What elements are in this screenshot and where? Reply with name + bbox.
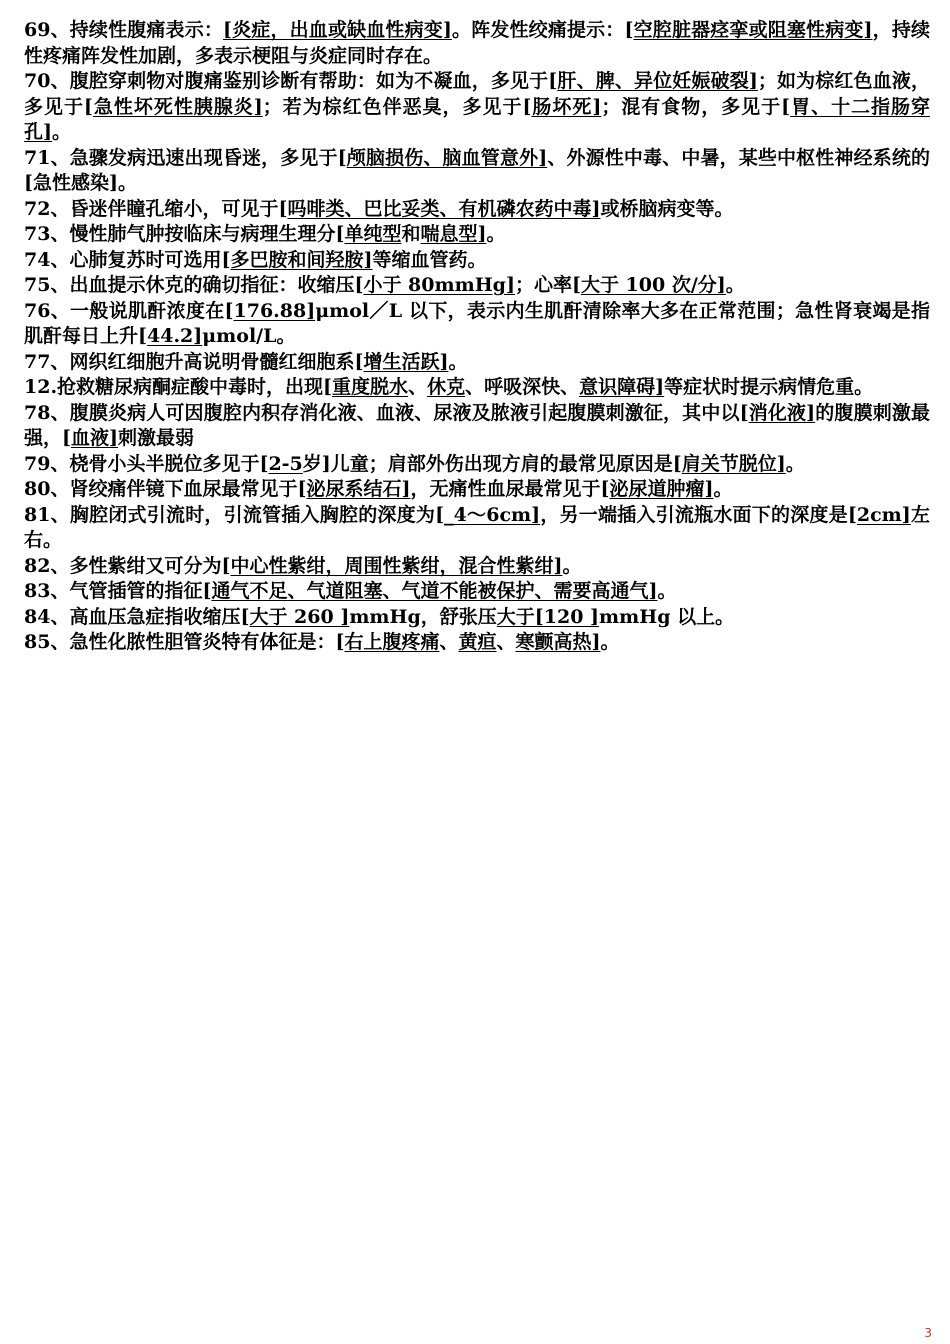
question-text: 81、胸腔闭式引流时，引流管插入胸腔的深度为[	[24, 503, 445, 526]
answer-text: 意识障碍]	[579, 376, 665, 398]
question-text: 、呼吸深快、	[465, 376, 580, 398]
answer-text: 多巴胺和间羟胺]	[230, 248, 373, 271]
question-text: ；若为棕红色伴恶臭，多见于[	[262, 95, 532, 118]
question-item	[24, 503, 930, 554]
question-item	[24, 222, 930, 248]
question-text: 。	[600, 631, 620, 653]
question-item	[24, 350, 930, 376]
answer-text: 中心性紫绀，周围性紫绀，混合性紫绀]	[230, 554, 563, 577]
page-number: 3	[924, 1326, 932, 1340]
question-text: 。	[785, 452, 805, 475]
question-text: 72、昏迷伴瞳孔缩小，可见于[	[24, 197, 288, 220]
question-text: 。	[713, 478, 733, 500]
question-item	[24, 401, 930, 452]
question-text: 。	[448, 350, 468, 373]
question-item	[24, 605, 930, 631]
answer-text: 大于 100 次/分]	[580, 274, 726, 296]
answer-text: 大于[120 ]	[496, 605, 600, 628]
question-text: 12.抢救糖尿病酮症酸中毒时，出现[	[24, 376, 333, 398]
answer-text: 泌尿道肿瘤]	[609, 478, 714, 500]
question-item	[24, 375, 930, 401]
answer-text: 寒颤高热]	[515, 631, 601, 653]
answer-text: 右上腹疼痛	[344, 631, 440, 653]
question-item	[24, 273, 930, 299]
question-text: 和	[401, 223, 421, 245]
document-body	[24, 18, 930, 656]
question-text: 76、一般说肌酐浓度在[	[24, 299, 234, 322]
question-text: 的腹膜刺激最强，[	[24, 401, 930, 449]
question-text: ；混有食物，多见于[	[601, 95, 791, 118]
question-text: 。	[657, 580, 677, 602]
answer-text: 血液]	[71, 427, 118, 449]
question-text: 左右。	[24, 503, 930, 551]
question-text: 79、桡骨小头半脱位多见于[	[24, 452, 269, 475]
question-text: 69、持续性腹痛表示：	[24, 19, 224, 41]
answer-text: 肝、脾、异位妊娠破裂]	[557, 70, 758, 92]
question-text: 、	[408, 376, 428, 398]
question-item	[24, 197, 930, 223]
question-text: 82、多性紫绀又可分为[	[24, 554, 231, 577]
question-text: 71、急骤发病迅速出现昏迷，多见于[	[24, 146, 347, 169]
question-item	[24, 554, 930, 580]
question-text: 。	[486, 223, 506, 245]
question-text: 刺激最弱	[118, 427, 195, 449]
question-item	[24, 452, 930, 478]
question-item	[24, 69, 930, 146]
question-item	[24, 299, 930, 350]
answer-text: 肩关节脱位]	[681, 452, 786, 475]
question-text: 、	[439, 631, 459, 653]
answer-text: 大于 260 ]	[249, 605, 350, 628]
answer-text: 单纯型	[344, 223, 402, 245]
answer-text: 颅脑损伤、脑血管意外]	[346, 146, 548, 169]
question-text: 85、急性化脓性胆管炎特有体征是：[	[24, 631, 345, 653]
question-text: μmol/L。	[202, 325, 296, 347]
question-item	[24, 630, 930, 656]
question-text: 、外源性中毒、中暑，某些中枢性神经系统的[急性感染]。	[24, 146, 930, 194]
answer-text: 胃、十二指肠穿孔]	[24, 95, 930, 143]
answer-text: 急性坏死性胰腺炎]	[92, 95, 263, 118]
answer-text: 喘息型]	[420, 223, 487, 245]
question-text: 、	[496, 631, 516, 653]
question-text: 77、网织红细胞升高说明骨髓红细胞系[	[24, 350, 364, 373]
answer-text: _4～6cm]	[444, 503, 541, 526]
answer-text: 黄疸	[458, 631, 497, 653]
answer-text: 增生活跃]	[363, 350, 449, 373]
question-item	[24, 18, 930, 69]
answer-text: 泌尿系结石]	[306, 478, 411, 500]
question-text: 75、出血提示休克的确切指征：收缩压[	[24, 274, 364, 296]
question-text: 78、腹膜炎病人可因腹腔内积存消化液、血液、尿液及脓液引起腹膜刺激征，其中以[	[24, 401, 749, 424]
answer-text: 44.2]	[147, 325, 203, 347]
answer-text: 休克	[427, 376, 466, 398]
question-text: μmol／L 以下，表示内生肌酐清除率大多在正常范围；急性肾衰竭是指肌酐每日上升[	[24, 299, 930, 347]
answer-text: 小于 80mmHg]	[363, 274, 515, 296]
question-item	[24, 579, 930, 605]
answer-text: 176.88]	[233, 299, 316, 322]
answer-text: 空腔脏器痉挛或阻塞性病变]	[633, 19, 873, 41]
question-item	[24, 248, 930, 274]
question-text: ，持续性疼痛阵发性加剧，多表示梗阻与炎症同时存在。	[24, 19, 930, 67]
question-text: 。	[562, 554, 582, 577]
question-text: 83、气管插管的指征[	[24, 580, 212, 602]
answer-text: 2cm]	[856, 503, 911, 526]
question-text: 岁]儿童；肩部外伤出现方肩的最常见原因是[	[302, 452, 682, 475]
question-text: 84、高血压急症指收缩压[	[24, 605, 250, 628]
question-text: 。阵发性绞痛提示：[	[451, 19, 634, 41]
question-text: ；心率[	[514, 274, 581, 296]
question-text: 或桥脑病变等。	[600, 197, 734, 220]
answer-text: 肠坏死]	[531, 95, 602, 118]
question-text: 70、腹腔穿刺物对腹痛鉴别诊断有帮助：如为不凝血，多见于[	[24, 70, 558, 92]
question-text: 等症状时提示病情危重。	[664, 376, 874, 398]
question-text: 等缩血管药。	[372, 248, 487, 271]
question-text: ，无痛性血尿最常见于[	[410, 478, 610, 500]
question-text: mmHg 以上。	[599, 605, 735, 628]
question-text: 80、肾绞痛伴镜下血尿最常见于[	[24, 478, 307, 500]
question-text: 。	[52, 121, 72, 143]
question-item	[24, 477, 930, 503]
question-text: 。	[725, 274, 745, 296]
answer-text: 消化液]	[748, 401, 816, 424]
question-text: ，另一端插入引流瓶水面下的深度是[	[540, 503, 857, 526]
question-text: ；如为棕红色血液，多见于[	[24, 70, 930, 118]
answer-text: 吗啡类、巴比妥类、有机磷农药中毒]	[287, 197, 601, 220]
question-item	[24, 146, 930, 197]
answer-text: 重度脱水	[332, 376, 409, 398]
question-text: 73、慢性肺气肿按临床与病理生理分[	[24, 223, 345, 245]
answer-text: 通气不足、气道阻塞、气道不能被保护、需要高通气]	[211, 580, 658, 602]
question-text: mmHg，舒张压	[349, 605, 497, 628]
answer-text: [炎症，出血或缺血性病变]	[223, 19, 452, 41]
question-text: 74、心肺复苏时可选用[	[24, 248, 231, 271]
answer-text: 2-5	[268, 452, 303, 475]
